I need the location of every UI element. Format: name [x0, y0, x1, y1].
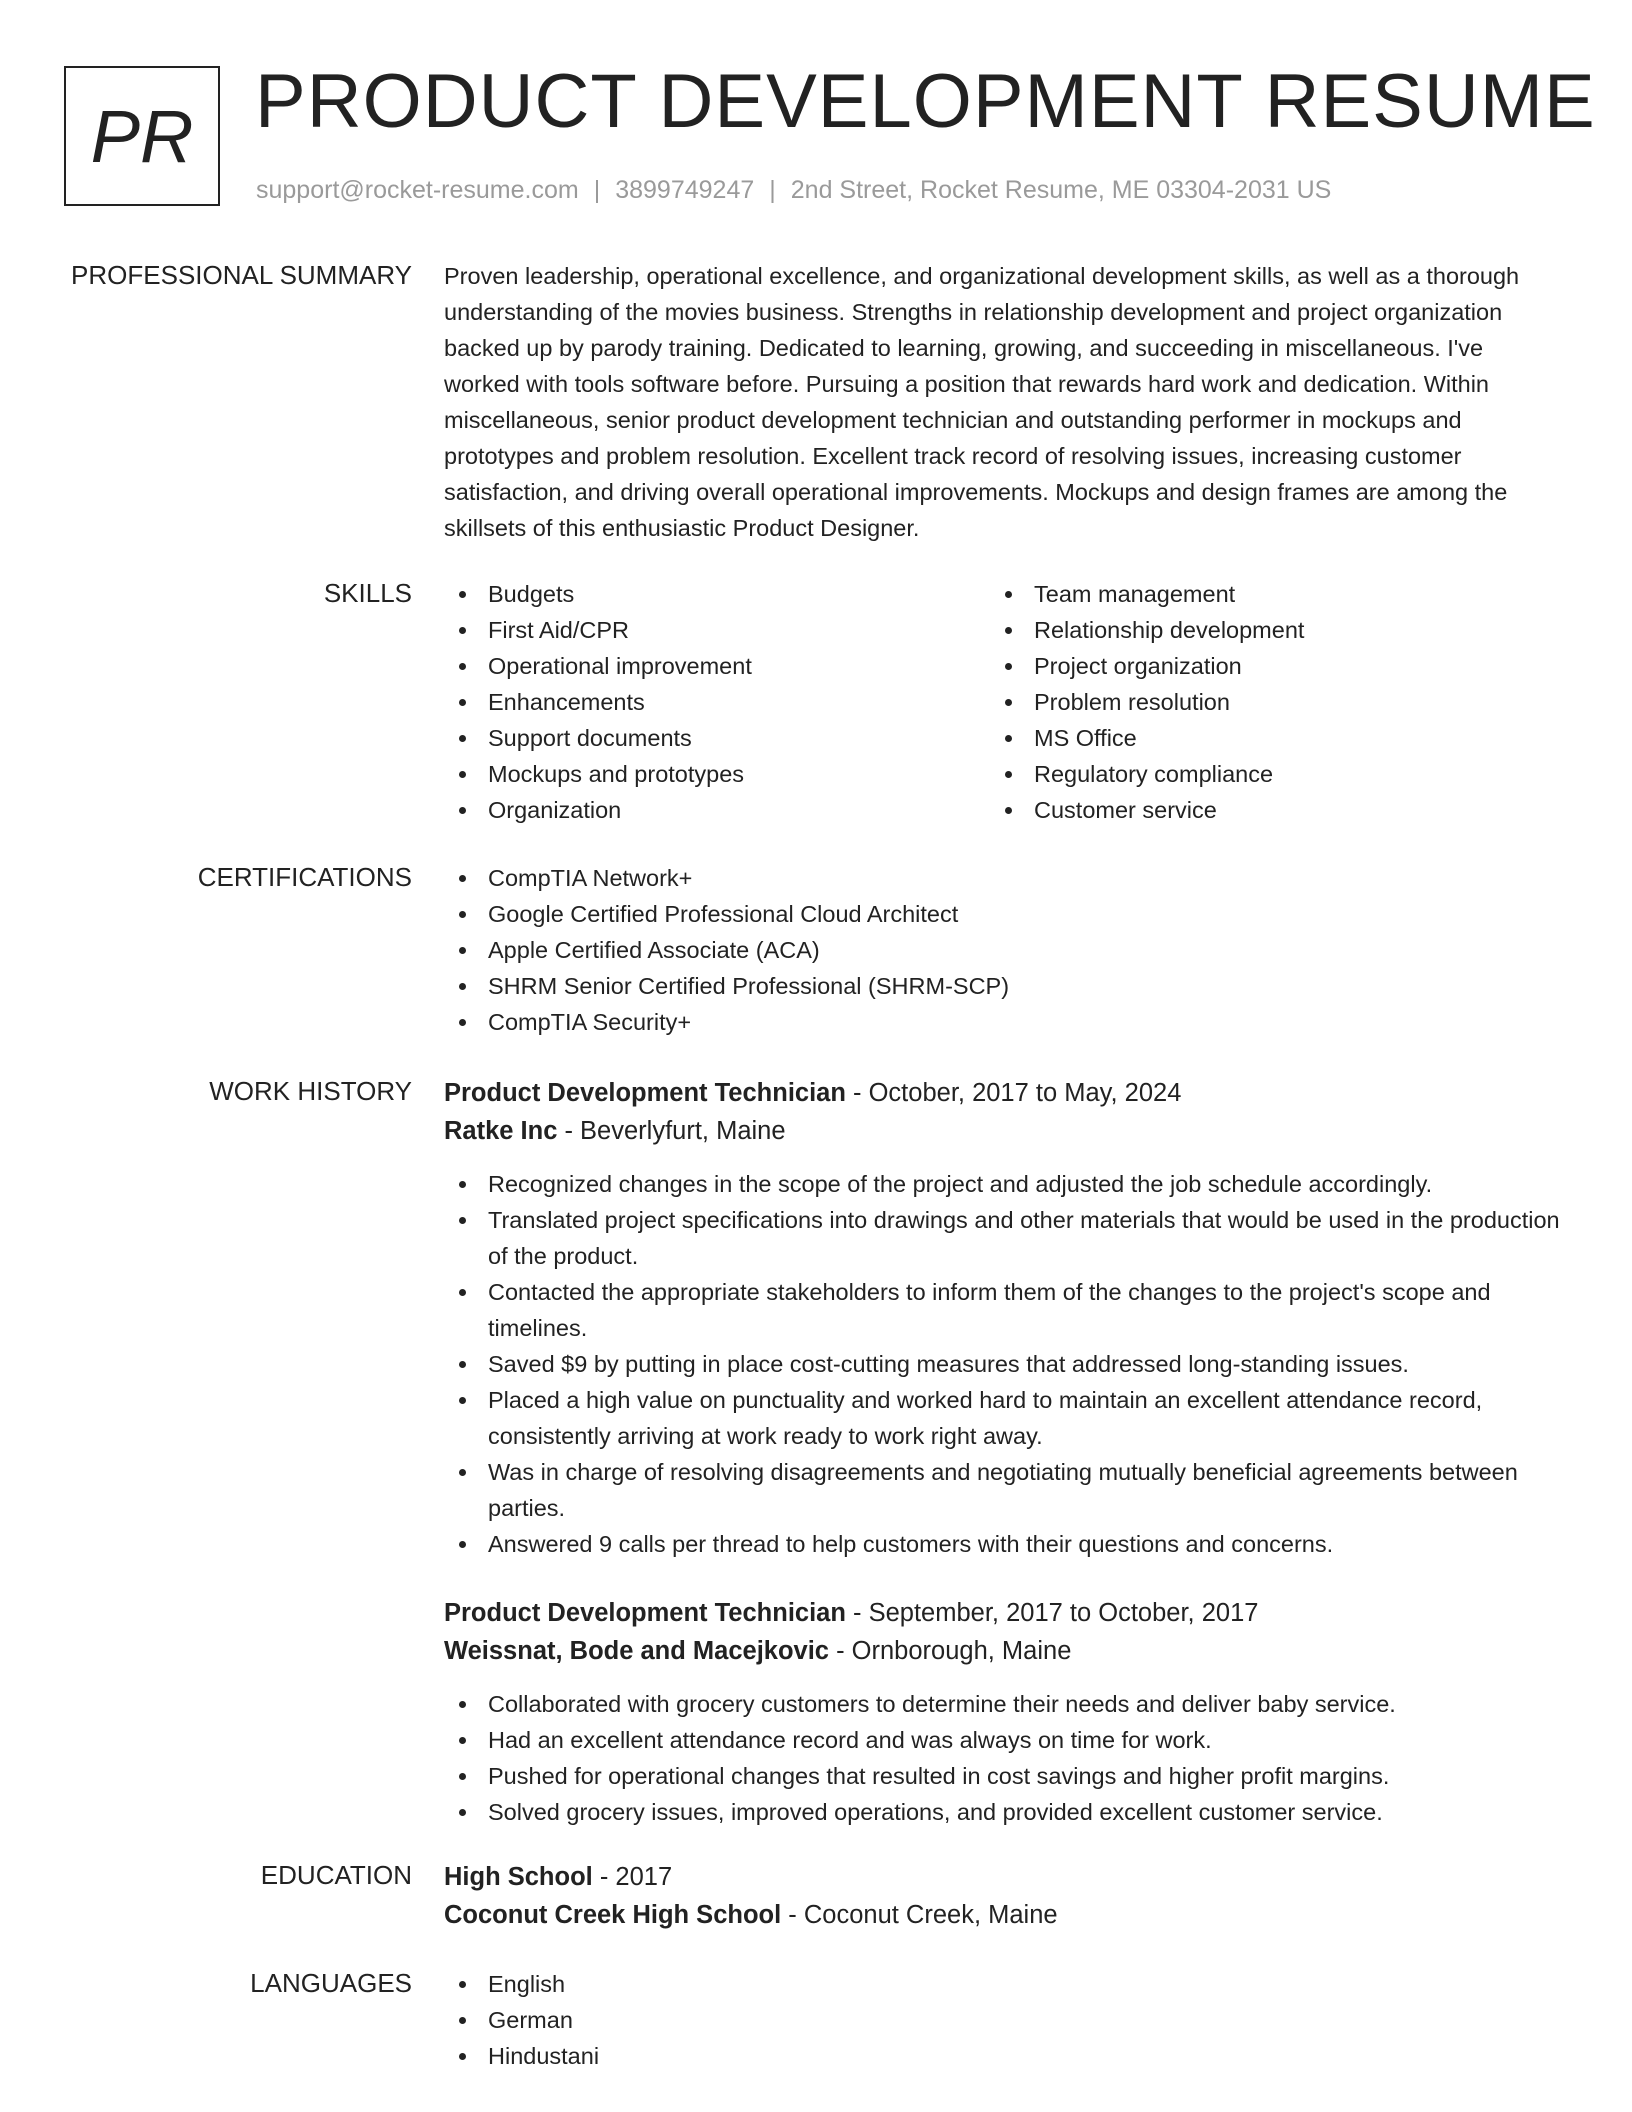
contact-line	[256, 174, 1331, 206]
work-history-label: WORK HISTORY	[209, 1076, 412, 1106]
language-item: English	[444, 1966, 1560, 2002]
contact-separator: |	[769, 176, 776, 204]
contact-address: 2nd Street, Rocket Resume, ME 03304-2031 US	[790, 176, 1332, 204]
education-label: EDUCATION	[260, 1860, 412, 1890]
education-location: - Coconut Creek, Maine	[781, 1901, 1058, 1929]
job-title-line	[444, 1594, 1560, 1632]
job-company: Ratke Inc	[444, 1117, 558, 1145]
monogram-badge	[64, 66, 220, 206]
job-location: - Beverlyfurt, Maine	[557, 1117, 786, 1145]
job-bullet: Contacted the appropriate stakeholders to inform them of the changes to the project's scope and timelines.	[444, 1274, 1560, 1346]
job-bullet: Pushed for operational changes that resulted in cost savings and higher profit margins.	[444, 1758, 1560, 1794]
job-company-line	[444, 1632, 1560, 1670]
education-degree-line	[444, 1858, 1560, 1896]
job-bullet: Translated project specifications into drawings and other materials that would be used in the production of the product.	[444, 1202, 1560, 1274]
job-bullet: Saved $9 by putting in place cost-cutting measures that addressed long-standing issues.	[444, 1346, 1560, 1382]
job-entry	[444, 1074, 1560, 1562]
job-company-line	[444, 1112, 1560, 1150]
language-item: German	[444, 2002, 1560, 2038]
skill-item: Enhancements	[444, 684, 990, 720]
certification-item: CompTIA Security+	[444, 1004, 1560, 1040]
languages-label: LANGUAGES	[250, 1968, 412, 1998]
education-content	[444, 1858, 1560, 1934]
summary-label: PROFESSIONAL SUMMARY	[71, 260, 412, 290]
job-bullet: Was in charge of resolving disagreements and negotiating mutually beneficial agreements between parties.	[444, 1454, 1560, 1526]
contact-separator: |	[593, 176, 601, 204]
job-dates: - September, 2017 to October, 2017	[845, 1599, 1259, 1627]
skill-item: Problem resolution	[990, 684, 1536, 720]
job-company: Weissnat, Bode and Macejkovic	[444, 1637, 829, 1665]
summary-text: Proven leadership, operational excellence, and organizational development skills, as well as a thorough understanding of the movies business. Strengths in relationship development and project organization backed up by parody training. Dedicated to learning, growing, and succeeding in miscellaneous. I've worked with tools software before. Pursuing a position that rewards hard work and dedication. Within miscellaneous, senior product development technician and outstanding performer in mockups and prototypes and problem resolution. Excellent track record of resolving issues, increasing customer satisfaction, and driving overall operational improvements. Mockups and design frames are among the skillsets of this enthusiastic Product Designer.	[444, 263, 1520, 541]
work-history-content	[444, 1074, 1560, 1830]
skill-item: Organization	[444, 792, 990, 828]
certification-item: Google Certified Professional Cloud Architect	[444, 896, 1560, 932]
job-bullet: Placed a high value on punctuality and worked hard to maintain an excellent attendance record, consistently arriving at work ready to work right away.	[444, 1382, 1560, 1454]
certifications-list	[444, 860, 1560, 1040]
job-dates: - October, 2017 to May, 2024	[845, 1079, 1182, 1107]
languages-content	[444, 1966, 1560, 2074]
education-degree: High School	[444, 1863, 593, 1891]
job-bullets	[444, 1166, 1560, 1562]
summary-content	[444, 258, 1560, 546]
skill-item: Relationship development	[990, 612, 1536, 648]
certification-item: SHRM Senior Certified Professional (SHRM-SCP)	[444, 968, 1560, 1004]
skill-item: Mockups and prototypes	[444, 756, 990, 792]
certification-item: CompTIA Network+	[444, 860, 1560, 896]
job-bullet: Solved grocery issues, improved operations, and provided excellent customer service.	[444, 1794, 1560, 1830]
contact-email: support@rocket-resume.com	[256, 176, 579, 204]
job-entry	[444, 1594, 1560, 1830]
skills-list-right	[990, 576, 1536, 828]
skill-item: Operational improvement	[444, 648, 990, 684]
job-bullet: Recognized changes in the scope of the project and adjusted the job schedule accordingly.	[444, 1166, 1560, 1202]
skill-item: MS Office	[990, 720, 1536, 756]
language-item: Hindustani	[444, 2038, 1560, 2074]
education-year: - 2017	[592, 1863, 673, 1891]
certifications-content	[444, 860, 1560, 1040]
skill-item: Customer service	[990, 792, 1536, 828]
skill-item: Budgets	[444, 576, 990, 612]
skill-item: Support documents	[444, 720, 990, 756]
job-title: Product Development Technician	[444, 1599, 846, 1627]
skills-content	[444, 576, 1560, 828]
job-bullet: Had an excellent attendance record and was always on time for work.	[444, 1722, 1560, 1758]
languages-list	[444, 1966, 1560, 2074]
job-bullet: Answered 9 calls per thread to help customers with their questions and concerns.	[444, 1526, 1560, 1562]
certifications-label: CERTIFICATIONS	[197, 862, 412, 892]
skill-item: First Aid/CPR	[444, 612, 990, 648]
skills-label: SKILLS	[323, 578, 412, 608]
skill-item: Team management	[990, 576, 1536, 612]
skill-item: Project organization	[990, 648, 1536, 684]
job-location: - Ornborough, Maine	[829, 1637, 1072, 1665]
monogram-text: PR	[90, 94, 194, 178]
job-title-line	[444, 1074, 1560, 1112]
contact-phone: 3899749247	[615, 176, 755, 204]
education-school-line	[444, 1896, 1560, 1934]
job-title: Product Development Technician	[444, 1079, 846, 1107]
education-school: Coconut Creek High School	[444, 1901, 782, 1929]
job-bullets	[444, 1686, 1560, 1830]
skills-list-left	[444, 576, 990, 828]
skill-item: Regulatory compliance	[990, 756, 1536, 792]
resume-title: PRODUCT DEVELOPMENT RESUME	[255, 59, 1596, 144]
certification-item: Apple Certified Associate (ACA)	[444, 932, 1560, 968]
job-bullet: Collaborated with grocery customers to determine their needs and deliver baby service.	[444, 1686, 1560, 1722]
